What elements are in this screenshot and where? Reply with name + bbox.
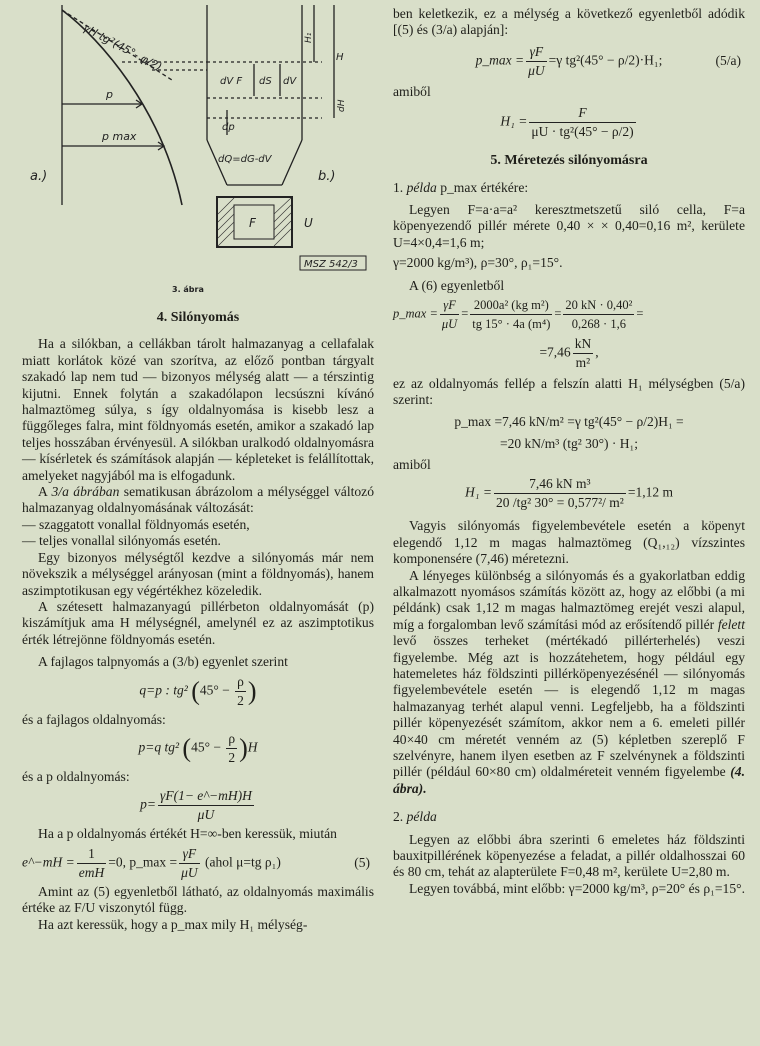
figure-label-dq: dQ=dG-dV bbox=[218, 154, 272, 165]
paragraph: A fajlagos talpnyomás a (3/b) egyenlet szerint bbox=[38, 654, 288, 670]
paragraph: Legyen az előbbi ábra szerinti 6 emeletes ház földszinti bauxitpillérének köpenyezése a feladat, a pillér oldalhosszai 60 és 80 cm, tehát az alapterülete F=0,48 m², kerülete U=2,80 m. bbox=[393, 831, 745, 880]
paragraph: Legyen F=a·a=a² keresztmetszetű siló cella, F=a köpenyezendő pillér mérete 0,40 × × 0,40=0,16 m², kerülete U=4×0,4=1,6 m; bbox=[393, 202, 745, 250]
equation-h1: H₁ = $\frac{F}{\text{μU · tg²(45° − ρ/2)}}$ bbox=[500, 105, 634, 140]
paragraph: ben keletkezik, ez a mélység a következő egyenletből adódik [(5) és (3/a) alapján]: bbox=[393, 6, 745, 38]
equation-p2: p= $\frac{\gamma F(1- e\^{}-mH)H}{\mu U}$ bbox=[140, 788, 252, 823]
paragraph: ez az oldalnyomás fellép a felszín alatti H₁ mélységben (5/a) szerint: bbox=[393, 376, 745, 408]
figure-label-p: p bbox=[106, 88, 113, 101]
figure-label-u: U bbox=[304, 216, 313, 230]
figure-label-h: H bbox=[336, 52, 344, 63]
heading-silonyomas: 4. Silónyomás bbox=[156, 310, 240, 325]
figure-label-a: a.) bbox=[30, 169, 48, 184]
paragraph: Ha a silókban, a cellákban tárolt halmazanyag a cellafalak miatt korlátok közé van szorítva, az előző pontban tárgyalt szakadó lap nem tud — bizonyos mélység alatt — a térszintig kijutni. Ennek folytán a szakadólapon lecsúszni kívánó halmaztömeg súlya, s így oldalnyomása is kisebb lesz a függőleges falra, mint földnyomás esetén, amikor a szakadó lap teljes hosszában érvényesül. A silókban uralkodó oldalnyomásra — kísérletek és számítások alapján — képleteket is felállítottak, amelyeket nagyjából ma is elfogadunk. bbox=[22, 336, 374, 483]
paragraph: és a p oldalnyomás: bbox=[22, 768, 130, 784]
figure-label-pmax: p max bbox=[102, 130, 137, 143]
figure-3 bbox=[22, 0, 374, 296]
paragraph: A (6) egyenletből bbox=[409, 277, 505, 293]
figure-label-eq-top: γH tg²(45°- φ/2) bbox=[80, 21, 164, 74]
left-column bbox=[22, 310, 374, 933]
equation-p: p=q tg² (45° − $\frac{\rho}{2}$ )H bbox=[138, 730, 258, 765]
figure-label-dp: dp bbox=[222, 122, 235, 133]
paragraph: és a fajlagos oldalnyomás: bbox=[22, 711, 166, 727]
figure-label-dv: dV F bbox=[220, 76, 243, 87]
figure-caption: 3. ábra bbox=[172, 285, 204, 294]
paragraph: A 3/a ábrában sematikusan ábrázolom a mélységgel változó halmazanyag oldalnyomásának változását: bbox=[22, 484, 375, 516]
equation-6-result: =7,46 $\frac{kN}{\text{m²}}$ , bbox=[539, 336, 599, 371]
equation-8: H₁ = $\frac{\text{7,46 kN m³}}{\text{20 /tg² 30° = 0,577²/ m²}}$ =1,12 m bbox=[465, 476, 673, 511]
list-item: — szaggatott vonallal földnyomás esetén, bbox=[22, 516, 250, 532]
figure-stamp: MSZ 542/3 bbox=[304, 259, 358, 270]
paragraph: Amint az (5) egyenletből látható, az oldalnyomás maximális értéke az F/U viszonytól függ. bbox=[22, 883, 374, 916]
example-1-heading: 1. példa p_max értékére: bbox=[393, 179, 529, 195]
figure-3-drawing bbox=[22, 0, 374, 296]
equation-q: q=p : tg² (45° − $\frac{\rho}{2}$ ) bbox=[139, 673, 257, 708]
figure-label-b: b.) bbox=[318, 169, 336, 184]
paragraph: γ=2000 kg/m³), ρ=30°, ρ₁=15°. bbox=[393, 255, 563, 271]
paragraph: A szétesett halmazanyagú pillérbeton oldalnyomását (p) kiszámítjuk ama H mélységnél, amelynél ez az aszimptotikus érték létrejönne földnyomás esetén. bbox=[22, 598, 374, 647]
heading-meretezes: 5. Méretezés silónyomásra bbox=[490, 153, 648, 169]
paragraph: Ha azt keressük, hogy a p_max mily H₁ mélység- bbox=[38, 916, 308, 932]
paragraph: Ha a p oldalnyomás értékét H=∞-ben keressük, miután bbox=[38, 826, 337, 842]
right-column bbox=[393, 6, 745, 897]
figure-label-h1: H₁ bbox=[304, 32, 314, 43]
equation-7a: p_max =7,46 kN/m² =γ tg²(45° − ρ/2)H₁ = bbox=[454, 413, 684, 429]
equation-7b: =20 kN/m³ (tg² 30°) · H₁; bbox=[500, 435, 638, 451]
figure-label-dh: dH bbox=[337, 99, 347, 112]
paragraph: A lényeges különbség a silónyomás és a gyakorlatban eddig alkalmazott nyomásos számítás között az, hogy az előbbi (a mi példánk) csak 1,12 m magas halmaztömeg erejét veszi alapul, míg a forgalomban levő számítási mód az erősítendő pillér felett levő összes terheket (mértékadó pillérterhelés) veszi figyelembe. Még azt is hozzátehetem, hogy például egy hatemeletes ház földszinti pillérköpenyezésénél — silónyomás figyelembevétele esetén — is elegendő 1,12 m magas halmazanyag terhét alapul venni. Legfeljebb, ha a földszinti pillér köpenyezését számítom, akkor nem a 6. emeleti pillér 40×40 cm méretét venném az (5) képletben szereplő F szelvényre, hanem ilyen esetben az F szelvénynek a földszinti pillér (például 60×80 cm) oldalméreteit venném figyelembe (4. ábra). bbox=[393, 567, 745, 796]
equation-6: p_max = $\frac{\gamma F}{\mu U}$ = $\frac{\text{2000a² (kg m²)}}{\text{tg 15° · 4a (m⁴)}}$ = $\frac{\text{20 kN · 0,40²}}{0,268 \cdot 1,6}$ = bbox=[393, 298, 644, 332]
paragraph: amiből bbox=[393, 456, 431, 472]
equation-5: e^−mH = $\frac{1}{\text{emH}}$ =0, p_max = $\frac{\gamma F}{\mu U}$ (ahol μ=tg ρ₁) (5) bbox=[22, 845, 370, 880]
list-item: — teljes vonallal silónyomás esetén. bbox=[22, 533, 221, 549]
paragraph: Legyen továbbá, mint előbb: γ=2000 kg/m³, ρ=20° és ρ₁=15°. bbox=[409, 880, 745, 896]
paragraph: amiből bbox=[393, 83, 431, 99]
paragraph: Vagyis silónyomás figyelembevétele esetén a köpenyt elegendő 1,12 m magas halmaztömeg (Q₁,₁₂) vízszintes komponensére (7,46) méretezni. bbox=[393, 518, 745, 567]
example-2-heading: 2. példa bbox=[393, 809, 437, 825]
figure-label-dv2: dV bbox=[283, 76, 297, 87]
paragraph: Egy bizonyos mélységtől kezdve a silónyomás már nem növekszik a mélységgel arányosan (mint a földnyomás), hanem aszimptotikusan egy végértékhez közeledik. bbox=[22, 549, 374, 598]
equation-5a: p_max = $\frac{\gamma F}{\mu U}$ =γ tg²(45° − ρ/2)·H₁; (5/a) bbox=[475, 43, 741, 78]
figure-label-f: F bbox=[249, 216, 256, 230]
figure-label-ds: dS bbox=[259, 76, 272, 87]
